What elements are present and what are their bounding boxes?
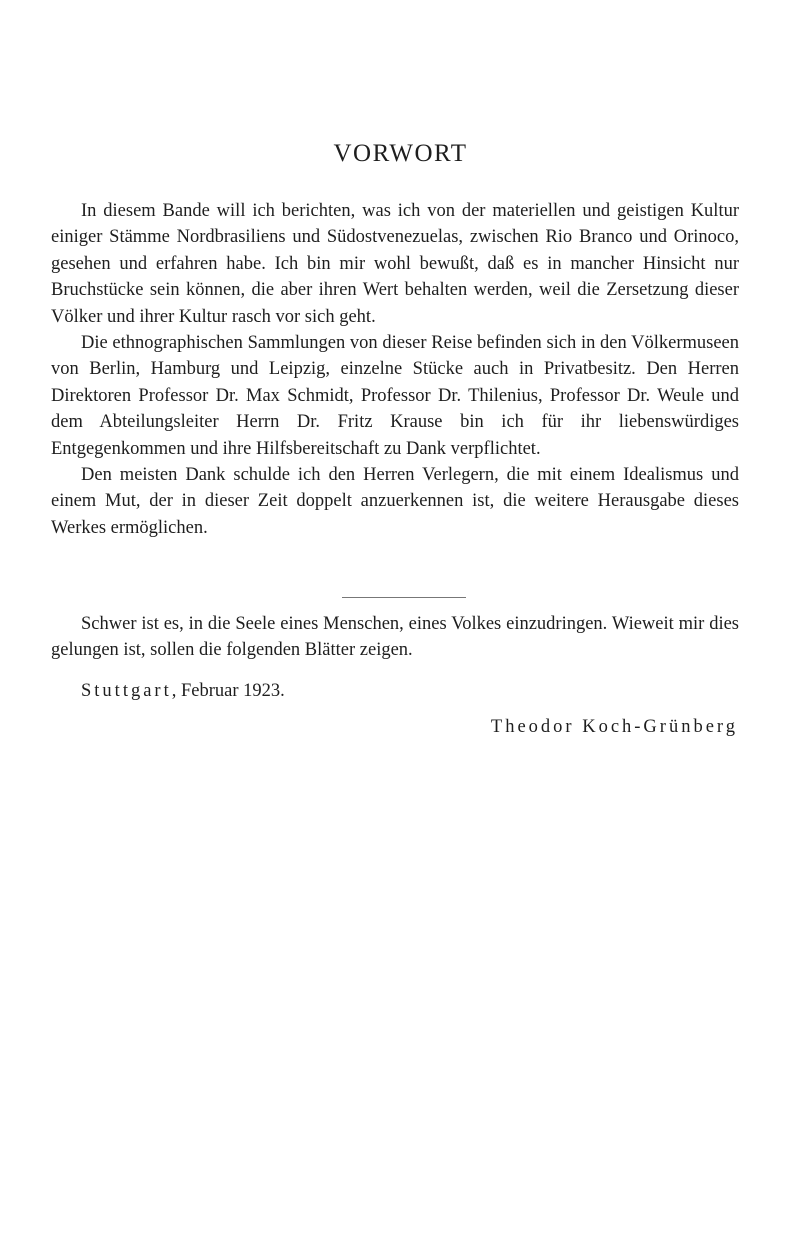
paragraph-3: Den meisten Dank schulde ich den Herren Verlegern, die mit einem Idealismus und einem Mut, der in dieser Zeit doppelt anzuerkennen ist, die weitere Herausgabe dieses Werkes ermöglichen. <box>51 465 739 538</box>
date: Februar 1923. <box>180 681 285 701</box>
closing-paragraph: Schwer ist es, in die Seele eines Menschen, eines Volkes einzudringen. Wieweit mir dies gelungen ist, sollen die folgenden Blätter zeigen. <box>51 614 739 661</box>
paragraph-1: In diesem Bande will ich berichten, was ich von der materiellen und geistigen Kultur einiger Stämme Nordbrasiliens und Südostvenezuelas, zwischen Rio Branco und Orinoco, gesehen und erfahren habe. Ich bin mir wohl bewußt, daß es in mancher Hinsicht nur Bruchstücke sein können, die aber ihren Wert behalten werden, weil die Zersetzung dieser Völker und ihrer Kultur rasch vor sich geht. <box>51 201 739 327</box>
paragraph-2: Die ethnographischen Sammlungen von dieser Reise befinden sich in den Völkermuseen von Berlin, Hamburg und Leipzig, einzelne Stücke auch in Privatbesitz. Den Herren Direktoren Professor Dr. Max Schmidt, Professor Dr. Thilenius, Professor Dr. Weule und dem Abteilungsleiter Herrn Dr. Fritz Krause bin ich für ihr liebenswürdiges Entgegenkommen und ihre Hilfsbereitschaft zu Dank verpflichtet. <box>51 333 739 459</box>
section-divider <box>342 597 466 598</box>
place-date-separator: , <box>171 681 181 701</box>
page-title: VORWORT <box>333 140 468 167</box>
place-and-date <box>81 678 285 704</box>
preface-body <box>51 198 739 541</box>
closing-remark <box>51 611 739 664</box>
author-signature: Theodor Koch-Grünberg <box>490 717 738 737</box>
place: Stuttgart <box>81 681 172 701</box>
